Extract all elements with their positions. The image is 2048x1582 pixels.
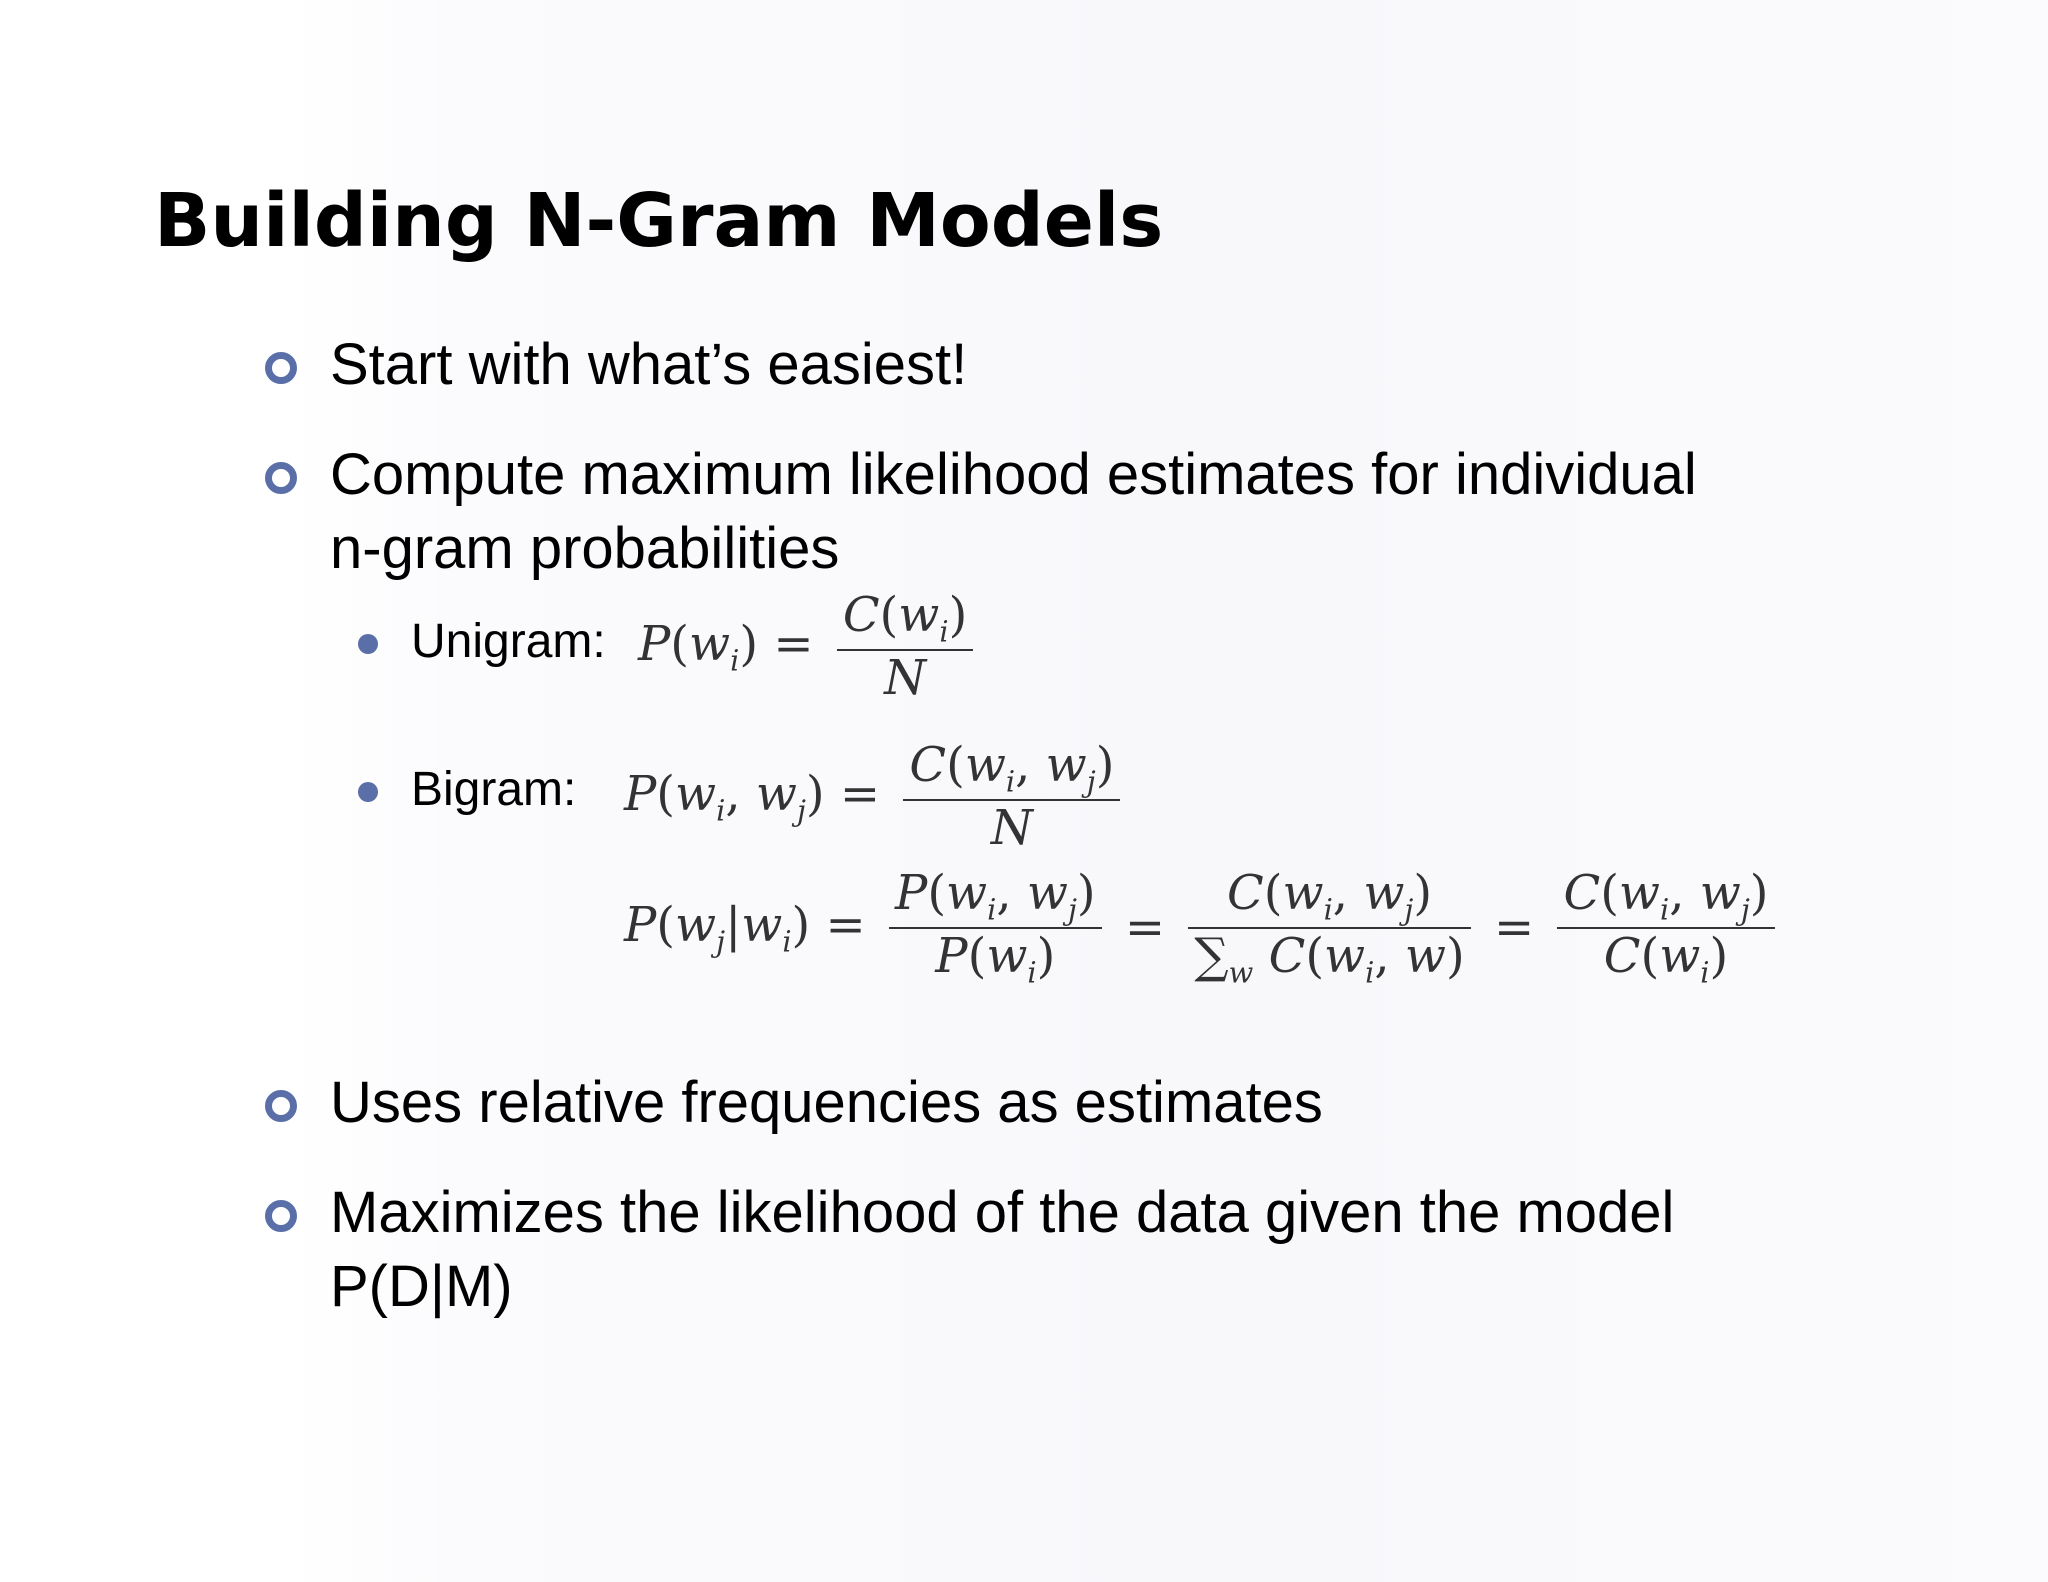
unigram-label: Unigram: bbox=[411, 615, 606, 668]
bullet-ring-icon bbox=[265, 1200, 297, 1232]
bullet-text: Uses relative frequencies as estimates bbox=[330, 1070, 1323, 1135]
bullet-text: Start with what’s easiest! bbox=[330, 332, 968, 397]
bullet-ring-icon bbox=[265, 352, 297, 384]
bullet-text-line1: Compute maximum likelihood estimates for individual bbox=[330, 442, 1697, 507]
bullet-ring-icon bbox=[265, 462, 297, 494]
slide-title: Building N-Gram Models bbox=[154, 178, 1164, 264]
bullet-dot-icon bbox=[358, 782, 378, 802]
bullet-ring-icon bbox=[265, 1090, 297, 1122]
bigram-joint-formula: $P(w_i$, $w_j$) = $\frac{C(w_i, w_j)}{N}$ bbox=[624, 738, 1128, 856]
bigram-label: Bigram: bbox=[411, 763, 577, 816]
bigram-conditional-formula: $P(w_j|w_i)$ = $\frac{P(w_i, w_j)}{P(w_i)}$ = $\frac{C(w_i, w_j)}{\sum_w C(w_i, w)}$ = $\frac{C(w_i, w_j)}{C(w_i)}$ bbox=[624, 866, 1783, 989]
bullet-text-line2: n-gram probabilities bbox=[330, 516, 840, 581]
bullet-text-line2: P(D|M) bbox=[330, 1254, 513, 1319]
bullet-dot-icon bbox=[358, 634, 378, 654]
bullet-text-line1: Maximizes the likelihood of the data given the model bbox=[330, 1180, 1675, 1245]
unigram-formula: $P(w_i)$ = $\frac{C(w_i)}{N}$ bbox=[638, 588, 981, 706]
